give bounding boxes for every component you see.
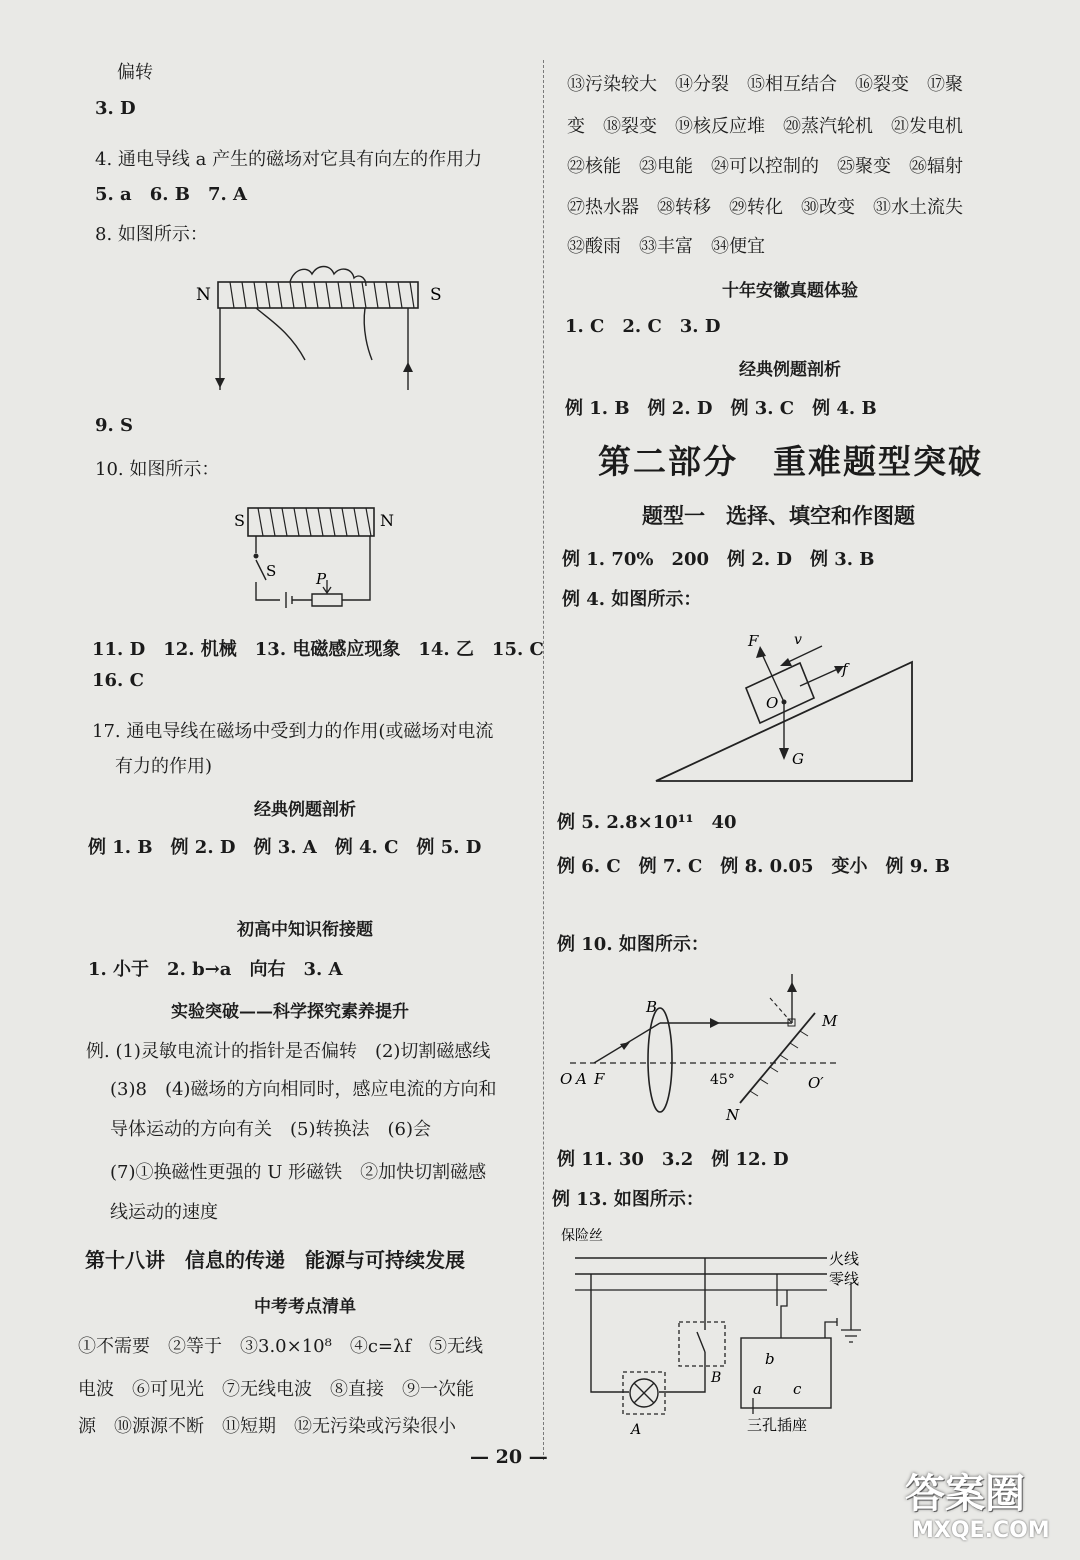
answer-line: ①不需要 ②等于 ③3.0×10⁸ ④c=λf ⑤无线 bbox=[78, 1336, 484, 1357]
diagram-label: P bbox=[316, 570, 327, 588]
diagram-label: v bbox=[794, 632, 802, 648]
answer-line: (7)①换磁性更强的 U 形磁铁 ②加快切割磁感 bbox=[110, 1162, 487, 1183]
diagram-label: N bbox=[726, 1106, 740, 1124]
incline-force-diagram bbox=[650, 628, 920, 788]
lens-mirror-diagram bbox=[560, 968, 860, 1128]
section-heading: 实验突破——科学探究素养提升 bbox=[171, 1002, 409, 1022]
diagram-label: 三孔插座 bbox=[747, 1416, 808, 1434]
answer-line: ⑬污染较大 ⑭分裂 ⑮相互结合 ⑯裂变 ⑰聚 bbox=[567, 74, 963, 95]
diagram-label: O bbox=[560, 1070, 573, 1088]
diagram-label: N bbox=[380, 511, 394, 530]
answer-line: 10. 如图所示： bbox=[95, 459, 220, 480]
diagram-label: f bbox=[842, 660, 848, 678]
solenoid-hand-diagram bbox=[190, 260, 460, 410]
answer-line: 例 4. 如图所示： bbox=[562, 589, 702, 610]
answer-line: ㉒核能 ㉓电能 ㉔可以控制的 ㉕聚变 ㉖辐射 bbox=[567, 156, 963, 177]
diagram-label: B bbox=[646, 998, 658, 1016]
text-line: 偏转 bbox=[117, 62, 153, 83]
diagram-label: 保险丝 bbox=[561, 1228, 603, 1244]
answer-line: 9. S bbox=[95, 415, 134, 436]
answer-line: 1. C 2. C 3. D bbox=[565, 316, 721, 337]
answer-line: 11. D 12. 机械 13. 电磁感应现象 14. 乙 15. C bbox=[92, 639, 544, 660]
answer-line: 导体运动的方向有关 (5)转换法 (6)会 bbox=[110, 1119, 431, 1140]
answer-line: 例 1. 70% 200 例 2. D 例 3. B bbox=[562, 549, 875, 570]
section-heading: 十年安徽真题体验 bbox=[722, 281, 858, 301]
diagram-label: G bbox=[792, 750, 804, 768]
answer-line: 变 ⑱裂变 ⑲核反应堆 ⑳蒸汽轮机 ㉑发电机 bbox=[567, 116, 963, 137]
diagram-label: M bbox=[822, 1012, 838, 1030]
part-title: 第二部分 重难题型突破 bbox=[598, 442, 983, 481]
lecture-title: 第十八讲 信息的传递 能源与可持续发展 bbox=[85, 1248, 465, 1272]
answer-line: 电波 ⑥可见光 ⑦无线电波 ⑧直接 ⑨一次能 bbox=[78, 1379, 474, 1400]
answer-line: 例 10. 如图所示： bbox=[557, 934, 709, 955]
section-heading: 经典例题剖析 bbox=[739, 360, 841, 380]
diagram-label: S bbox=[266, 562, 277, 580]
answer-line: 例 1. B 例 2. D 例 3. C 例 4. B bbox=[565, 398, 877, 419]
watermark-logo: 答案圈 bbox=[905, 1471, 1025, 1517]
answer-line: 8. 如图所示： bbox=[95, 224, 208, 245]
diagram-label: b bbox=[765, 1350, 775, 1368]
diagram-label: F bbox=[748, 632, 759, 650]
answer-line: 源 ⑩源源不断 ⑪短期 ⑫无污染或污染很小 bbox=[78, 1416, 456, 1437]
answer-line: ㉜酸雨 ㉝丰富 ㉞便宜 bbox=[567, 236, 765, 257]
diagram-label: A bbox=[576, 1070, 587, 1088]
section-heading: 经典例题剖析 bbox=[254, 800, 356, 820]
diagram-label: S bbox=[234, 511, 245, 530]
answer-line: 4. 通电导线 a 产生的磁场对它具有向左的作用力 bbox=[95, 149, 483, 170]
diagram-label: N bbox=[196, 285, 211, 305]
answer-line: ㉗热水器 ㉘转移 ㉙转化 ㉚改变 ㉛水土流失 bbox=[567, 197, 963, 218]
diagram-label: O bbox=[766, 694, 779, 712]
diagram-label: S bbox=[430, 285, 442, 305]
diagram-label: 零线 bbox=[829, 1270, 860, 1288]
answer-line: 16. C bbox=[92, 670, 144, 691]
answer-line: 例. (1)灵敏电流计的指针是否偏转 (2)切割磁感线 bbox=[86, 1041, 491, 1062]
page-number: — 20 — bbox=[470, 1446, 548, 1468]
answer-line: 1. 小于 2. b→a 向右 3. A bbox=[88, 959, 343, 980]
watermark-url: MXQE.COM bbox=[912, 1518, 1050, 1543]
answer-line: 3. D bbox=[95, 98, 136, 119]
answer-line: 例 5. 2.8×10¹¹ 40 bbox=[557, 812, 737, 833]
diagram-label: A bbox=[631, 1422, 642, 1438]
page-number-text: 20 bbox=[495, 1446, 523, 1468]
type-title: 题型一 选择、填空和作图题 bbox=[642, 503, 915, 528]
diagram-label: 火线 bbox=[829, 1250, 860, 1268]
diagram-label: B bbox=[711, 1370, 722, 1386]
solenoid-circuit-diagram bbox=[230, 498, 410, 613]
diagram-label: 45° bbox=[710, 1072, 735, 1088]
section-heading: 中考考点清单 bbox=[254, 1297, 356, 1317]
section-heading: 初高中知识衔接题 bbox=[237, 920, 373, 940]
answer-line: 有力的作用) bbox=[115, 756, 213, 777]
answer-line: 5. a 6. B 7. A bbox=[95, 184, 248, 205]
answer-line: 例 13. 如图所示： bbox=[552, 1189, 704, 1210]
answer-line: (3)8 (4)磁场的方向相同时，感应电流的方向和 bbox=[110, 1079, 497, 1100]
answer-line: 线运动的速度 bbox=[110, 1202, 218, 1223]
answer-line: 例 1. B 例 2. D 例 3. A 例 4. C 例 5. D bbox=[88, 837, 482, 858]
answer-line: 例 11. 30 3.2 例 12. D bbox=[557, 1149, 789, 1170]
column-divider bbox=[543, 60, 544, 1460]
answer-line: 例 6. C 例 7. C 例 8. 0.05 变小 例 9. B bbox=[557, 856, 951, 877]
diagram-label: F bbox=[594, 1070, 605, 1088]
household-circuit-diagram bbox=[555, 1222, 895, 1440]
diagram-label: c bbox=[793, 1380, 802, 1398]
diagram-label: a bbox=[753, 1380, 762, 1398]
answer-line: 17. 通电导线在磁场中受到力的作用(或磁场对电流 bbox=[92, 721, 494, 742]
diagram-label: O′ bbox=[808, 1074, 824, 1092]
